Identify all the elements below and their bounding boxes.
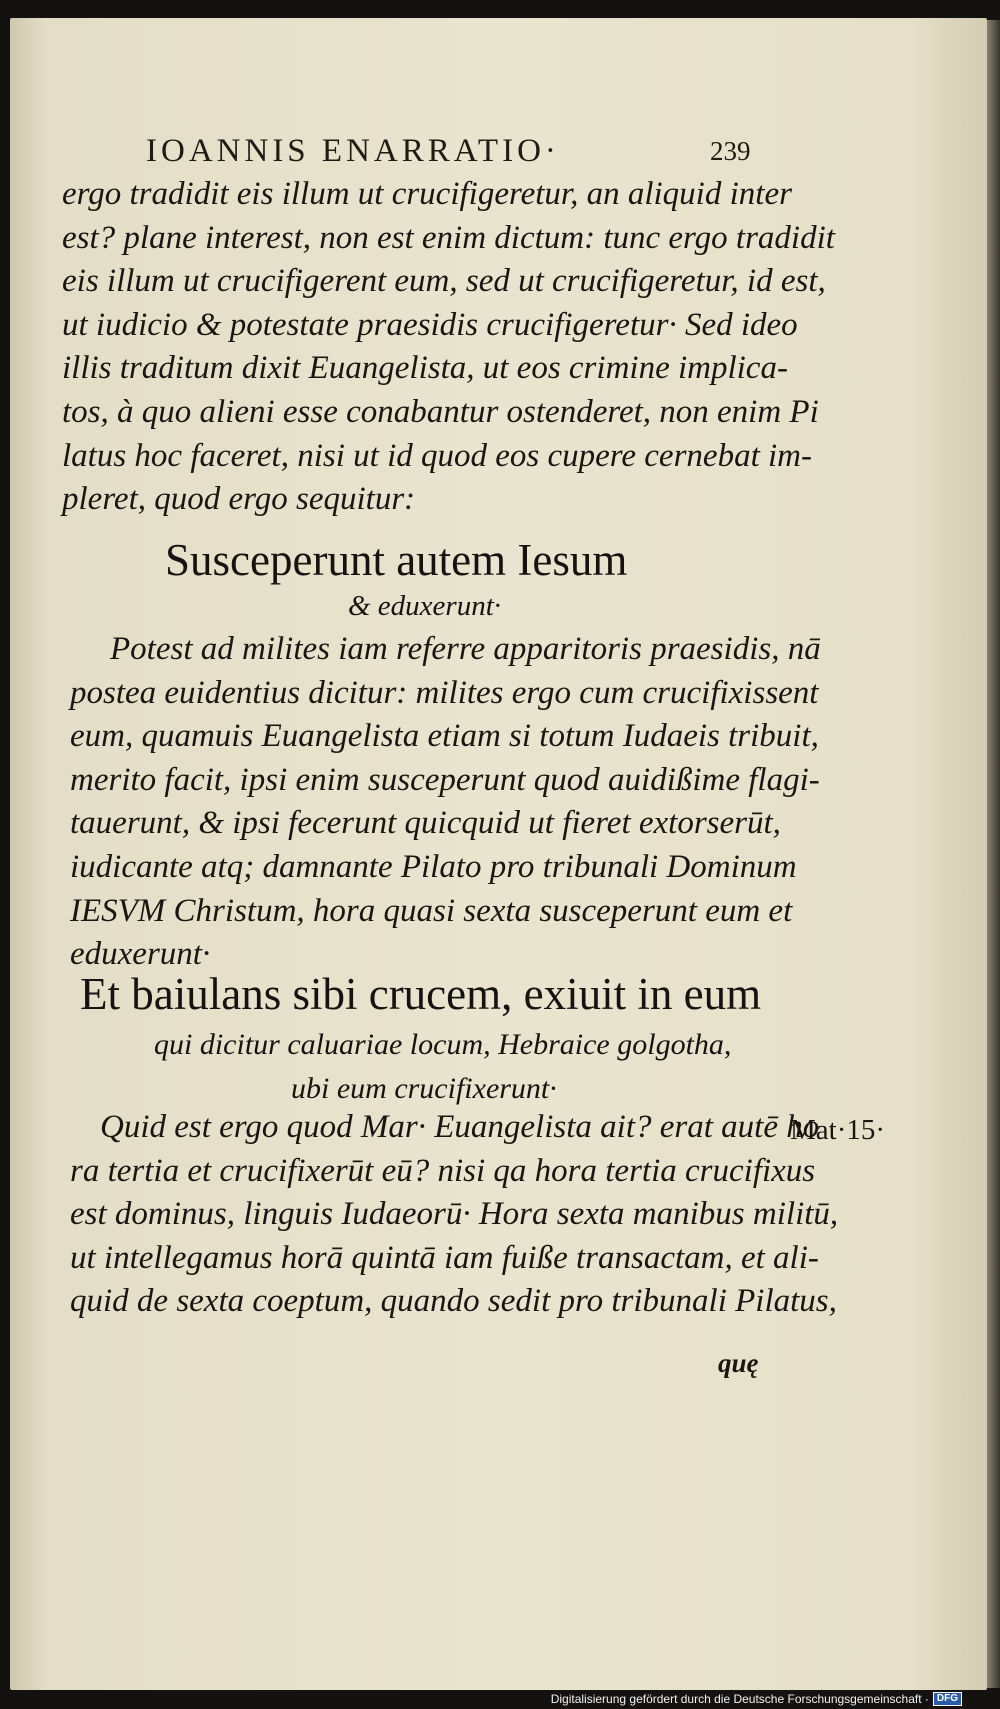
- dfg-logo-icon: DFG: [933, 1692, 962, 1706]
- text-line: iudicante atq; damnante Pilato pro tribunali Dominum: [70, 848, 797, 885]
- text-line: ergo tradidit eis illum ut crucifigeretur, an aliquid inter: [62, 176, 792, 212]
- text-line: eis illum ut crucifigerent eum, sed ut crucifigeretur, id est,: [62, 263, 826, 300]
- text-line: illis traditum dixit Euangelista, ut eos crimine implica-: [62, 350, 788, 387]
- section-heading-1: Susceperunt autem Iesum: [165, 535, 628, 585]
- text-line: quid de sexta coeptum, quando sedit pro tribunali Pilatus,: [70, 1283, 837, 1320]
- text-line: merito facit, ipsi enim susceperunt quod auidißime flagi-: [70, 761, 820, 798]
- paragraph-1: [62, 173, 835, 522]
- text-line: ut iudicio & potestate praesidis crucifigeretur· Sed ideo: [62, 306, 798, 343]
- text-line: tos, à quo alieni esse conabantur ostenderet, non enim Pi: [62, 393, 819, 430]
- paragraph-2: [70, 628, 821, 977]
- catchword: quę: [718, 1348, 759, 1378]
- section-heading-2-line-3: ubi eum crucifixerunt·: [291, 1072, 557, 1105]
- running-head: IOANNIS ENARRATIO·: [146, 133, 560, 169]
- text-line: Quid est ergo quod Mar· Euangelista ait? erat autē ho: [100, 1109, 820, 1145]
- section-heading-2: Et baiulans sibi crucem, exiuit in eum: [80, 969, 762, 1019]
- text-line: pleret, quod ergo sequitur:: [62, 481, 416, 518]
- text-line: ut intellegamus horā quintā iam fuiße transactam, et ali-: [70, 1239, 819, 1276]
- footer-credit: [551, 1691, 962, 1707]
- book-page: [10, 18, 987, 1690]
- text-line: Potest ad milites iam referre apparitoris praesidis, nā: [110, 631, 821, 667]
- text-line: est? plane interest, non est enim dictum: tunc ergo tradidit: [62, 219, 835, 256]
- page-number: 239: [710, 136, 751, 166]
- page-edge: [987, 20, 1000, 1688]
- footer-text: Digitalisierung gefördert durch die Deutsche Forschungsgemeinschaft ·: [550, 1692, 929, 1706]
- text-line: est dominus, linguis Iudaeorū· Hora sexta manibus militū,: [70, 1196, 839, 1233]
- text-line: IESVM Christum, hora quasi sexta susceperunt eum et: [70, 892, 793, 929]
- text-line: ra tertia et crucifixerūt eū? nisi qa hora tertia crucifixus: [70, 1152, 816, 1189]
- margin-note: Mat·15·: [790, 1114, 886, 1146]
- text-line: eum, quamuis Euangelista etiam si totum Iudaeis tribuit,: [70, 718, 819, 755]
- text-line: tauerunt, & ipsi fecerunt quicquid ut fieret extorserūt,: [70, 805, 781, 842]
- text-line: postea euidentius dicitur: milites ergo cum crucifixissent: [70, 674, 819, 711]
- text-line: eduxerunt·: [70, 936, 211, 973]
- section-heading-1-continuation: & eduxerunt·: [348, 590, 502, 622]
- text-line: latus hoc faceret, nisi ut id quod eos cupere cernebat im-: [62, 437, 812, 474]
- section-heading-2-line-2: qui dicitur caluariae locum, Hebraice golgotha,: [154, 1028, 732, 1061]
